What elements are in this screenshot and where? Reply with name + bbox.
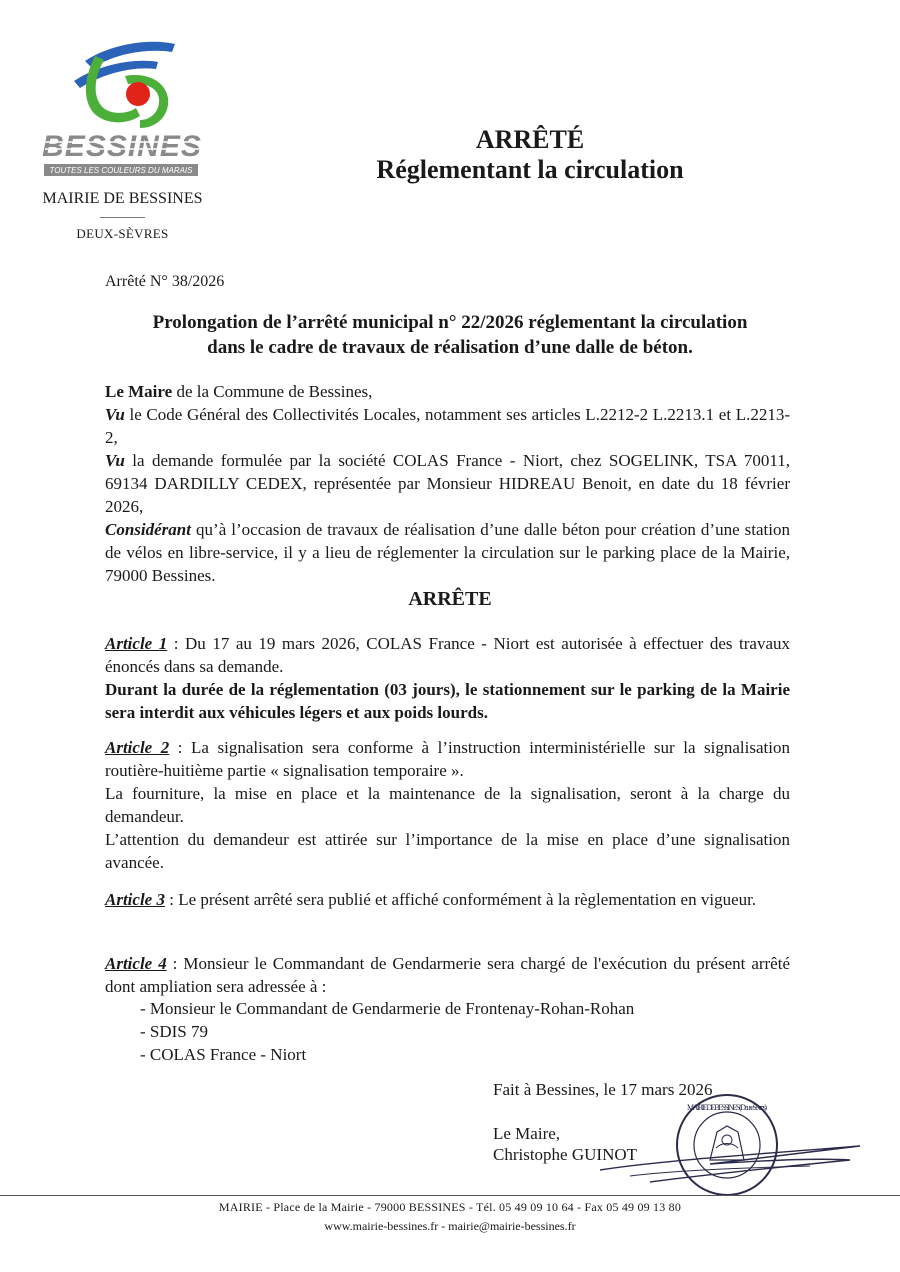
signatory-name: Christophe GUINOT — [493, 1145, 638, 1164]
subject-line-2: dans le cadre de travaux de réalisation d’une dalle de béton. — [207, 337, 693, 358]
footer-contact: www.mairie-bessines.fr - mairie@mairie-bessines.fr — [324, 1219, 576, 1233]
list-item: - SDIS 79 — [140, 1022, 209, 1041]
header-divider — [100, 217, 145, 218]
signatory-role: Le Maire, — [493, 1124, 561, 1143]
mairie-name: MAIRIE DE BESSINES — [42, 190, 203, 207]
preamble — [105, 380, 790, 587]
arrete-number: Arrêté N° 38/2026 — [105, 273, 225, 290]
article-4: Article 4 : Monsieur le Commandant de Gendarmerie sera chargé de l'exécution du présent arrêté dont ampliation sera adressée à : — [105, 954, 790, 996]
logo-name: BESSINES — [42, 130, 202, 163]
bessines-logo — [40, 36, 205, 186]
preamble-maire: Le Maire de la Commune de Bessines, — [105, 382, 373, 401]
signature-scribble — [590, 1130, 870, 1190]
article-4-label: Article 4 — [105, 954, 167, 973]
recipient-list — [140, 997, 634, 1066]
place-date: Fait à Bessines, le 17 mars 2026 — [493, 1080, 713, 1099]
subject-line-1: Prolongation de l’arrêté municipal n° 22/2026 réglementant la circulation — [152, 312, 748, 333]
article-2-label: Article 2 — [105, 738, 170, 757]
preamble-vu-1: Vu le Code Général des Collectivités Locales, notamment ses articles L.2212-2 L.2213.1 et L.2213-2, — [105, 405, 790, 447]
footer-address: MAIRIE - Place de la Mairie - 79000 BESSINES - Tél. 05 49 09 10 64 - Fax 05 49 09 13 80 — [218, 1200, 682, 1214]
preamble-considerant: Considérant qu’à l’occasion de travaux de réalisation d’une dalle béton pour création d’une station de vélos en libre-service, il y a lieu de réglementer la circulation sur le parking place de la Mairie, 79000 Bessines. — [105, 520, 790, 585]
article-1: Article 1 : Du 17 au 19 mars 2026, COLAS France - Niort est autorisée à effectuer des travaux énoncés dans sa demande. Durant la durée de la réglementation (03 jours), le stationnement sur le parking de la Mairie sera interdit aux véhicules légers et aux poids lourds. — [105, 634, 790, 722]
article-2-para-3: L’attention du demandeur est attirée sur l’importance de la mise en place d’une signalisation avancée. — [105, 830, 790, 872]
list-item: - COLAS France - Niort — [140, 1045, 307, 1064]
subject — [105, 310, 795, 360]
logo-tagline: TOUTES LES COULEURS DU MARAIS — [49, 166, 193, 175]
article-2-para-2: La fourniture, la mise en place et la maintenance de la signalisation, seront à la charge du demandeur. — [105, 784, 790, 826]
article-3-label: Article 3 — [105, 890, 165, 909]
list-item: - Monsieur le Commandant de Gendarmerie de Frontenay-Rohan-Rohan — [140, 999, 635, 1018]
departement: DEUX-SÈVRES — [76, 226, 169, 241]
article-2: Article 2 : La signalisation sera conforme à l’instruction interministérielle sur la signalisation routière-huitième partie « signalisation temporaire ». La fourniture, la mise en place et la maintenance de la signalisation, seront à la charge du demandeur. L’attention du demandeur est attirée sur l’importance de la mise en place d’une signalisation avancée. — [105, 738, 790, 872]
article-3: Article 3 : Le présent arrêté sera publié et affiché conformément à la règlementation en vigueur. — [105, 890, 757, 909]
preamble-vu-2: Vu la demande formulée par la société COLAS France - Niort, chez SOGELINK, TSA 70011, 69134 DARDILLY CEDEX, représentée par Monsieur HIDREAU Benoit, en date du 18 février 2026, — [105, 451, 790, 516]
stamp-text: MAIRIE DE BESSINES (Deux-Sèvres) — [687, 1103, 767, 1112]
article-1-bold: Durant la durée de la réglementation (03 jours), le stationnement sur le parking de la Mairie sera interdit aux véhicules légers et aux poids lourds. — [105, 680, 790, 722]
footer-divider — [0, 1195, 900, 1196]
section-title: ARRÊTE — [408, 588, 492, 610]
document-title: ARRÊTÉ — [475, 125, 585, 154]
document-subtitle: Réglementant la circulation — [376, 155, 684, 184]
article-1-label: Article 1 — [105, 634, 168, 653]
